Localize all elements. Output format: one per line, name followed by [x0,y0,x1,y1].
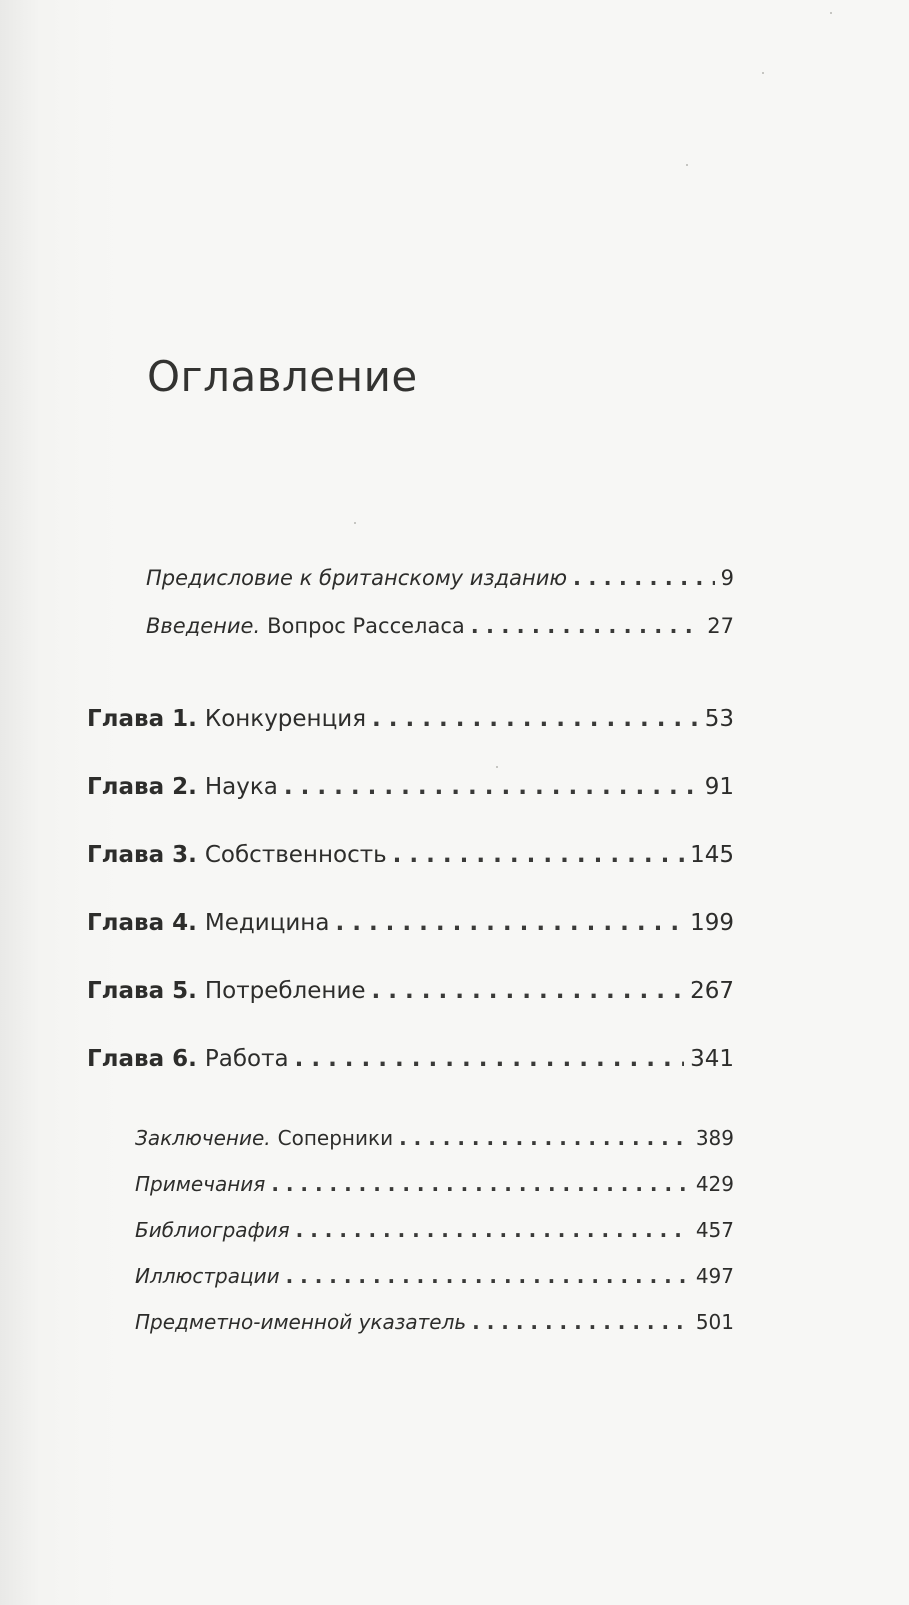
dot-leader [472,1310,690,1334]
toc-entry-page: 389 [695,1126,734,1150]
dot-leader [284,774,699,800]
toc-entry-notes [135,1172,734,1196]
toc-entry-page: 341 [690,1046,734,1072]
toc-entry-introduction [146,614,734,638]
toc-entry-page: 199 [690,910,734,936]
toc-entry-page: 429 [695,1172,734,1196]
chapter-label: Глава 5. [87,978,197,1004]
toc-entry-text: Вопрос Расселаса [267,614,465,638]
toc-entry-illustrations [135,1264,734,1288]
toc-entry-prefix: Иллюстрации [135,1264,280,1288]
toc-entry-index [135,1310,734,1334]
chapter-label: Глава 3. [87,842,197,868]
paper-speck [830,12,832,14]
dot-leader [399,1126,690,1150]
paper-speck [354,522,356,524]
toc-entry-page: 457 [695,1218,734,1242]
toc-entry-chapter-6 [87,1046,734,1072]
toc-entry-prefix: Библиография [135,1218,290,1242]
dot-leader [471,614,702,638]
toc-entry-prefix: Предметно-именной указатель [135,1310,467,1334]
chapter-label: Глава 6. [87,1046,197,1072]
toc-entry-page: 497 [695,1264,734,1288]
toc-entry-page: 91 [704,774,734,800]
chapter-title: Собственность [204,842,387,868]
toc-entry-page: 9 [720,566,734,590]
paper-speck [496,766,498,768]
chapter-title: Наука [204,774,278,800]
toc-entry-prefix: Заключение. [135,1126,271,1150]
toc-entry-page: 267 [690,978,734,1004]
chapter-label: Глава 4. [87,910,197,936]
toc-entry-text: Соперники [277,1126,394,1150]
toc-entry-chapter-5 [87,978,734,1004]
dot-leader [372,706,699,732]
chapter-title: Медицина [204,910,330,936]
toc-entry-page: 145 [690,842,734,868]
toc-entry-chapter-4 [87,910,734,936]
dot-leader [286,1264,690,1288]
toc-entry-page: 501 [695,1310,734,1334]
toc-entry-prefix: Примечания [135,1172,266,1196]
toc-entry-page: 53 [704,706,734,732]
paper-speck [686,164,688,166]
chapter-title: Потребление [204,978,366,1004]
dot-leader [335,910,684,936]
chapter-title: Конкуренция [204,706,367,732]
toc-entry-prefix: Предисловие к британскому изданию [146,566,568,590]
toc-entry-preface [146,566,734,590]
dot-leader [295,1046,685,1072]
dot-leader [393,842,684,868]
chapter-label: Глава 1. [87,706,197,732]
dot-leader [296,1218,690,1242]
toc-entry-chapter-1 [87,706,734,732]
toc-entry-chapter-2 [87,774,734,800]
dot-leader [372,978,685,1004]
page-title: Оглавление [147,352,418,401]
toc-entry-prefix: Введение. [146,614,261,638]
chapter-title: Работа [204,1046,289,1072]
toc-entry-page: 27 [707,614,734,638]
toc-entry-bibliography [135,1218,734,1242]
toc-entry-conclusion [135,1126,734,1150]
dot-leader [271,1172,690,1196]
dot-leader [573,566,715,590]
toc-entry-chapter-3 [87,842,734,868]
paper-speck [762,72,764,74]
chapter-label: Глава 2. [87,774,197,800]
